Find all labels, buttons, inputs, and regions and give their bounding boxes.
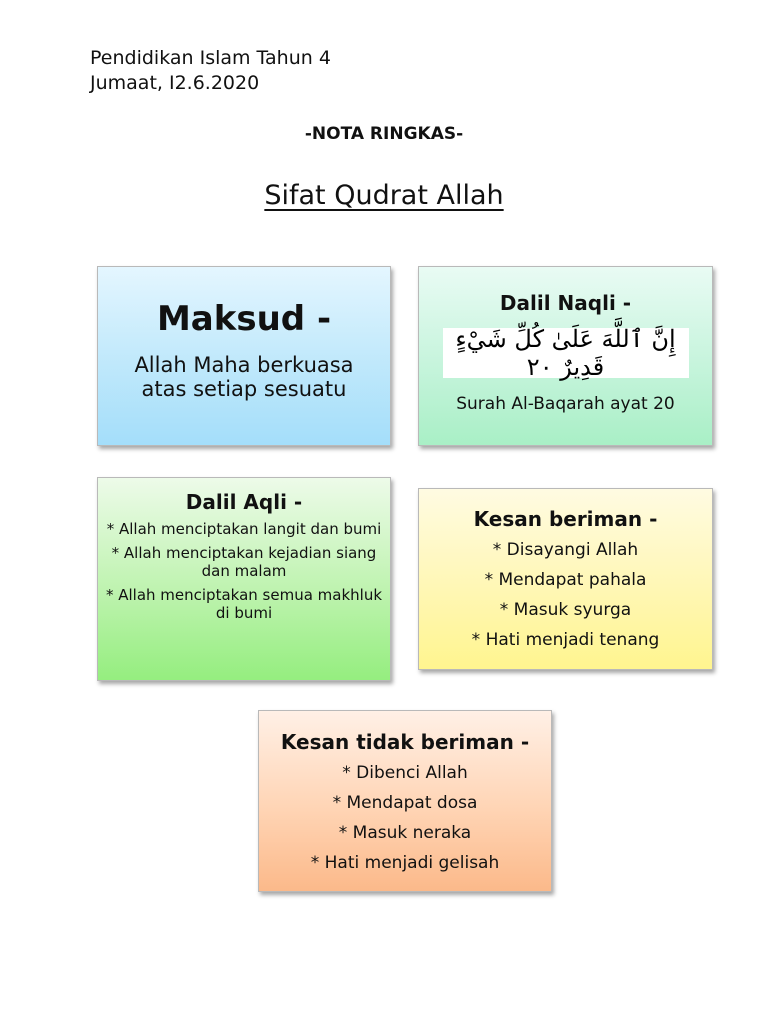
list-item: * Masuk neraka	[338, 823, 472, 843]
page-title: Sifat Qudrat Allah	[264, 180, 504, 211]
dalil-aqli-list	[98, 520, 390, 622]
list-item: * Allah menciptakan kejadian siang dan malam	[111, 544, 377, 580]
kesan-tidak-beriman-card	[258, 710, 552, 892]
list-item: * Masuk syurga	[499, 600, 632, 620]
maksud-heading: Maksud -	[156, 299, 332, 339]
list-item: * Dibenci Allah	[342, 763, 468, 783]
document-header	[90, 46, 331, 96]
kesan-beriman-heading: Kesan beriman -	[473, 507, 658, 531]
maksud-text: Allah Maha berkuasa atas setiap sesuatu	[134, 353, 354, 401]
kesan-tidak-beriman-list	[259, 758, 551, 878]
date-line: Jumaat, I2.6.2020	[90, 72, 260, 94]
dalil-naqli-heading: Dalil Naqli -	[499, 291, 632, 315]
maksud-card	[97, 266, 391, 446]
kesan-beriman-list	[419, 535, 712, 655]
subject-line: Pendidikan Islam Tahun 4	[90, 47, 331, 69]
list-item: * Disayangi Allah	[492, 540, 639, 560]
kesan-beriman-card	[418, 488, 713, 670]
dalil-aqli-card	[97, 477, 391, 681]
list-item: * Hati menjadi tenang	[471, 630, 660, 650]
quran-verse-image: إِنَّ ٱللَّهَ عَلَىٰ كُلِّ شَيْءٍ قَدِيرٌ ٢٠	[443, 328, 689, 378]
list-item: * Mendapat pahala	[484, 570, 647, 590]
list-item: * Allah menciptakan semua makhluk di bumi	[105, 586, 383, 622]
list-item: * Allah menciptakan langit dan bumi	[106, 520, 382, 538]
kesan-tidak-beriman-heading: Kesan tidak beriman -	[280, 730, 530, 754]
dalil-naqli-card	[418, 266, 713, 446]
dalil-aqli-heading: Dalil Aqli -	[185, 490, 303, 514]
list-item: * Mendapat dosa	[332, 793, 478, 813]
verse-reference: Surah Al-Baqarah ayat 20	[456, 394, 675, 414]
nota-ringkas-label: -NOTA RINGKAS-	[304, 124, 464, 144]
list-item: * Hati menjadi gelisah	[310, 853, 500, 873]
